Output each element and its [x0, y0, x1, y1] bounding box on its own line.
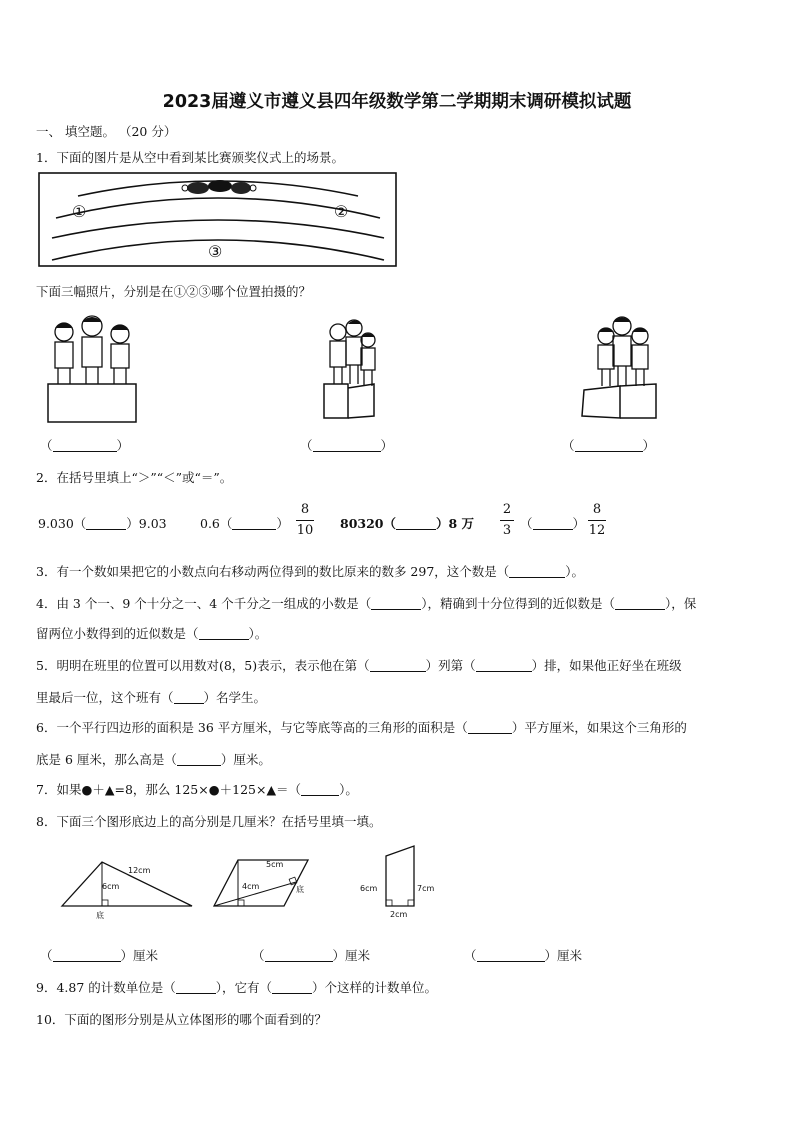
answer-blank[interactable]: [199, 626, 249, 640]
answer-unit: ）厘米: [332, 948, 371, 963]
question-1-text: 1．下面的图片是从空中看到某比赛颁奖仪式上的场景。: [36, 150, 344, 165]
question-7: [36, 780, 358, 798]
question-text: 5．明明在班里的位置可以用数对(8，5)表示，表示他在第（: [36, 658, 370, 673]
q8-answer-3[interactable]: [464, 946, 582, 964]
answer-blank[interactable]: [301, 782, 339, 796]
paren-close: ）: [116, 438, 130, 453]
fraction-8-12: [588, 502, 606, 539]
answer-blank[interactable]: [232, 516, 276, 530]
compare-item-1[interactable]: [38, 514, 167, 532]
trapezoid-right-label: 7cm: [417, 884, 435, 893]
answer-blank[interactable]: [176, 980, 216, 994]
paren-close: ）: [380, 438, 394, 453]
q8-answer-2[interactable]: [252, 946, 370, 964]
photo-3-figure: [580, 314, 662, 422]
question-text: ）名学生。: [203, 690, 267, 705]
paren-open: （: [40, 438, 53, 453]
question-text: 4．由 3 个一、9 个十分之一、4 个千分之一组成的小数是（: [36, 596, 372, 611]
compare-item-3[interactable]: [340, 514, 474, 532]
answer-blank[interactable]: [509, 564, 565, 578]
photo-3-answer[interactable]: [562, 436, 655, 454]
item-text: ）8 万: [436, 516, 475, 531]
answer-blank[interactable]: [265, 948, 333, 962]
question-4-line-2: [36, 624, 267, 642]
answer-blank[interactable]: [313, 438, 381, 452]
answer-blank[interactable]: [476, 658, 532, 672]
fraction-bar: [500, 520, 514, 521]
question-text: ）列第（: [425, 658, 476, 673]
question-text: ）个这样的计数单位。: [312, 980, 438, 995]
question-text: 6．一个平行四边形的面积是 36 平方厘米，与它等底等高的三角形的面积是（: [36, 720, 468, 735]
answer-blank[interactable]: [370, 658, 426, 672]
answer-blank[interactable]: [272, 980, 312, 994]
numerator: 8: [300, 502, 310, 517]
item-text: 80320（: [340, 516, 396, 531]
denominator: 12: [588, 523, 606, 538]
track-label-1: ①: [72, 202, 87, 221]
photo-1-figure: [46, 312, 140, 424]
trapezoid-figure: [384, 844, 416, 908]
trapezoid-left-label: 6cm: [360, 884, 378, 893]
item-text: 0.6（: [200, 516, 233, 531]
question-5-line-1: [36, 656, 682, 674]
compare-item-2[interactable]: [200, 514, 289, 532]
answer-blank[interactable]: [575, 438, 643, 452]
numerator: 2: [502, 502, 512, 517]
question-6-line-1: [36, 718, 687, 736]
answer-blank[interactable]: [396, 516, 436, 530]
paren-open: （: [464, 948, 477, 963]
question-text: 留两位小数得到的近似数是（: [36, 626, 199, 641]
fraction-8-10: [296, 502, 314, 539]
question-10-text: 10．下面的图形分别是从立体图形的哪个面看到的？: [36, 1012, 327, 1027]
answer-blank[interactable]: [177, 752, 221, 766]
answer-unit: ）厘米: [544, 948, 583, 963]
question-text: 里最后一位，这个班有（: [36, 690, 174, 705]
question-8-text: 8．下面三个图形底边上的高分别是几厘米？在括号里填一填。: [36, 814, 382, 829]
parallelogram-base-label: 底: [296, 885, 304, 894]
answer-blank[interactable]: [53, 948, 121, 962]
question-text: ）平方厘米，如果这个三角形的: [511, 720, 687, 735]
page-title: 2023届遵义市遵义县四年级数学第二学期期末调研模拟试题: [162, 92, 632, 112]
paren-close: ）: [572, 516, 586, 531]
answer-unit: ）厘米: [120, 948, 159, 963]
question-1-prompt: 下面三幅照片，分别是在①②③哪个位置拍摄的？: [36, 284, 312, 299]
question-text: ）。: [565, 564, 585, 579]
question-2-text: 2．在括号里填上“＞”“＜”或“＝”。: [36, 470, 233, 485]
paren-open: （: [252, 948, 265, 963]
answer-blank[interactable]: [371, 596, 421, 610]
question-6-line-2: [36, 750, 271, 768]
track-label-2: ②: [334, 202, 349, 221]
item-text: ）9.03: [126, 516, 167, 531]
question-9: [36, 978, 437, 996]
question-text: 7．如果●＋▲=8，那么 125×●＋125×▲＝（: [36, 782, 302, 797]
paren-open: （: [562, 438, 575, 453]
fraction-bar: [296, 520, 314, 521]
triangle-side-label: 12cm: [128, 866, 151, 875]
question-text: ），保: [664, 596, 697, 611]
paren-open: （: [300, 438, 313, 453]
parallelogram-height-label: 4cm: [242, 882, 260, 891]
answer-blank[interactable]: [468, 720, 512, 734]
fraction-bar: [588, 520, 606, 521]
photo-1-answer[interactable]: [40, 436, 129, 454]
photo-2-answer[interactable]: [300, 436, 393, 454]
question-text: ）。: [248, 626, 268, 641]
answer-blank[interactable]: [53, 438, 117, 452]
fraction-2-3: [500, 502, 514, 539]
question-text: 9．4.87 的计数单位是（: [36, 980, 176, 995]
question-text: ），它有（: [215, 980, 273, 995]
denominator: 10: [296, 523, 314, 538]
track-label-3: ③: [208, 242, 223, 261]
item-text: 9.030（: [38, 516, 87, 531]
parallelogram-side-label: 5cm: [266, 860, 284, 869]
paren-open: （: [40, 948, 53, 963]
answer-blank[interactable]: [86, 516, 126, 530]
triangle-height-label: 6cm: [102, 882, 120, 891]
denominator: 3: [502, 523, 512, 538]
photo-2-figure: [320, 318, 380, 424]
question-text: ）。: [339, 782, 358, 797]
question-text: ）排，如果他正好坐在班级: [531, 658, 682, 673]
answer-blank[interactable]: [174, 690, 204, 704]
question-text: 底是 6 厘米，那么高是（: [36, 752, 177, 767]
question-4-line-1: [36, 594, 696, 612]
trapezoid-bottom-label: 2cm: [390, 910, 408, 919]
question-3: [36, 562, 584, 580]
triangle-base-label: 底: [96, 911, 104, 920]
paren-close: ）: [642, 438, 656, 453]
answer-blank[interactable]: [533, 516, 573, 530]
numerator: 8: [592, 502, 602, 517]
item-text: ）: [276, 516, 289, 531]
compare-item-4[interactable]: [520, 514, 585, 532]
question-5-line-2: [36, 688, 266, 706]
question-text: ）厘米。: [220, 752, 271, 767]
section-heading: 一、 填空题。 （20 分）: [36, 124, 177, 139]
paren-open: （: [520, 516, 533, 531]
question-text: ），精确到十分位得到的近似数是（: [421, 596, 615, 611]
answer-blank[interactable]: [477, 948, 545, 962]
answer-blank[interactable]: [615, 596, 665, 610]
question-text: 3．有一个数如果把它的小数点向右移动两位得到的数比原来的数多 297，这个数是（: [36, 564, 510, 579]
q8-answer-1[interactable]: [40, 946, 158, 964]
